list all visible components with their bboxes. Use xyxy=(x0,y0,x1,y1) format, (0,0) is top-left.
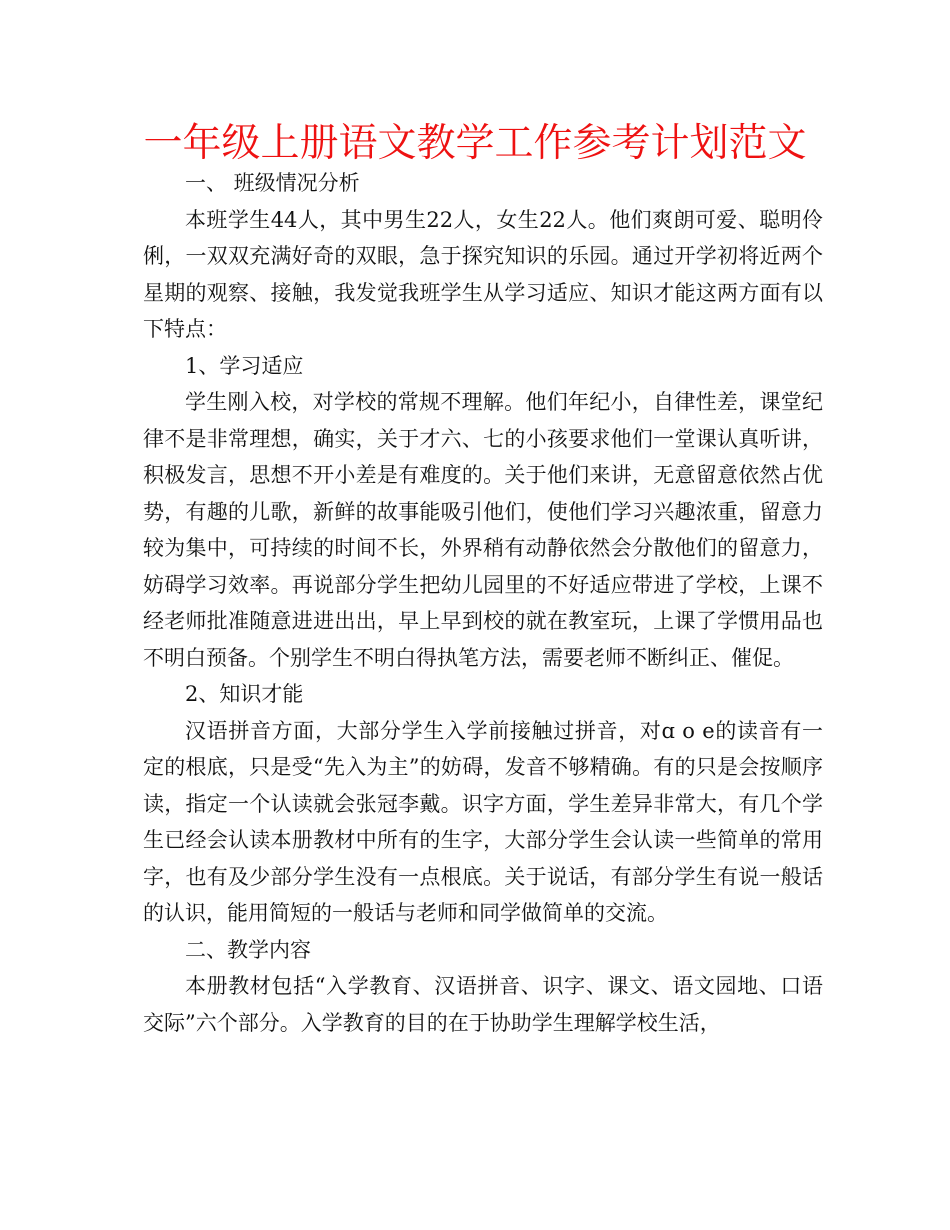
paragraph-knowledge-ability: 汉语拼音方面，大部分学生入学前接触过拼音，对ɑ o e的读音有一定的根底，只是受“先入为主”的妨碍，发音不够精确。有的只是会按顺序读，指定一个认读就会张冠李戴。识字方面，学生差异非常大，有几个学生已经会认读本册教材中所有的生字，大部分学生会认读一些简单的常用字，也有及少部分学生没有一点根底。关于说话，有部分学生有说一般话的认识，能用简短的一般话与老师和同学做简单的交流。 xyxy=(143,718,823,925)
section-heading-class-analysis: 一、 班级情况分析 xyxy=(185,171,360,195)
paragraph-class-overview: 本班学生44人，其中男生22人，女生22人。他们爽朗可爱、聪明伶俐，一双双充满好奇的双眼，急于探究知识的乐园。通过开学初将近两个星期的观察、接触，我发觉我班学生从学习适应、知识才能这两方面有以下特点： xyxy=(143,207,823,341)
section-heading-learning-adaptation: 1、学习适应 xyxy=(185,353,304,378)
document-body xyxy=(143,165,823,1041)
section-heading-knowledge-ability: 2、知识才能 xyxy=(185,682,304,706)
paragraph-learning-adaptation: 学生刚入校，对学校的常规不理解。他们年纪小，自律性差，课堂纪律不是非常理想，确实，关于才六、七的小孩要求他们一堂课认真听讲，积极发言，思想不开小差是有难度的。关于他们来讲，无意留意依然占优势，有趣的儿歌，新鲜的故事能吸引他们，使他们学习兴趣浓重，留意力较为集中，可持续的时间不长，外界稍有动静依然会分散他们的留意力，妨碍学习效率。再说部分学生把幼儿园里的不好适应带进了学校，上课不经老师批准随意进进出出，早上早到校的就在教室玩，上课了学惯用品也不明白预备。个别学生不明白得执笔方法，需要老师不断纠正、催促。 xyxy=(143,390,823,670)
section-heading-teaching-content: 二、教学内容 xyxy=(185,937,311,962)
paragraph-teaching-content: 本册教材包括“入学教育、汉语拼音、识字、课文、语文园地、口语交际”六个部分。入学教育的目的在于协助学生理解学校生活， xyxy=(143,974,823,1035)
document-title: 一年级上册语文教学工作参考计划范文 xyxy=(143,121,807,166)
